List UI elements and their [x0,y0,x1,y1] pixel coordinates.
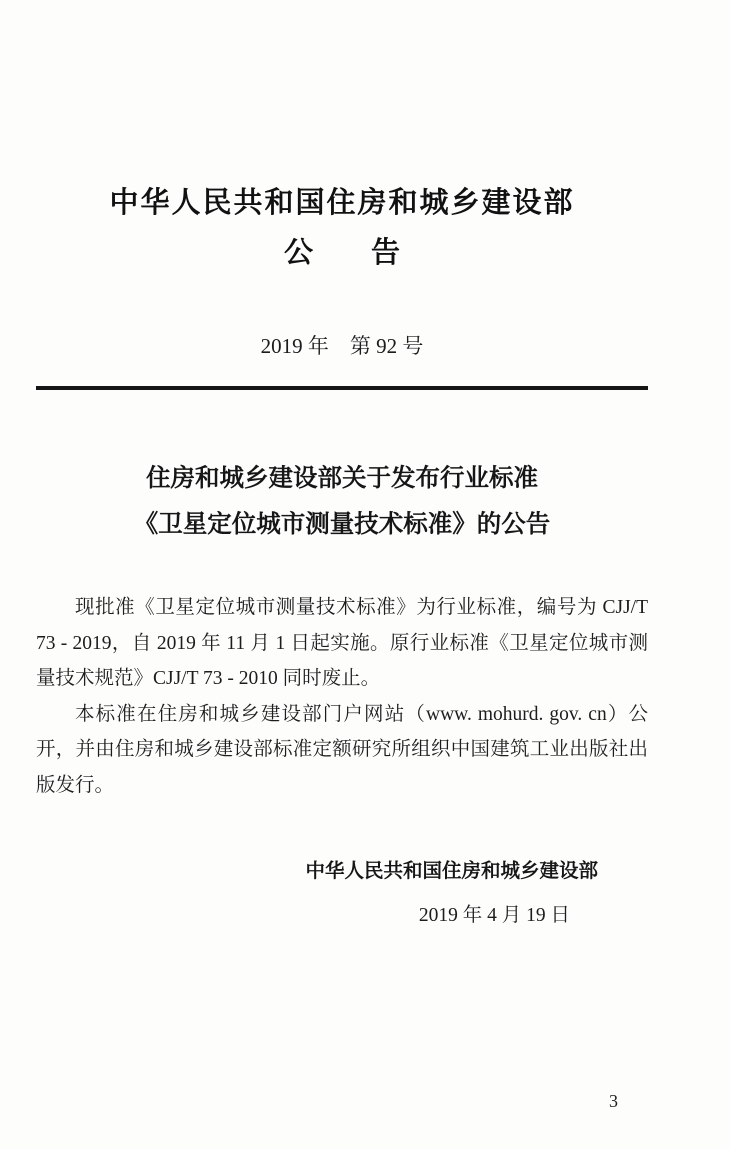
document-content [36,0,648,927]
divider-rule [36,386,648,390]
announcement-word: 公 告 [283,237,400,269]
ministry-title: 中华人民共和国住房和城乡建设部 [109,187,575,219]
document-body [36,590,648,803]
paragraph-1: 现批准《卫星定位城市测量技术标准》为行业标准，编号为 CJJ/T 73 - 2019，自 2019 年 11 月 1 日起实施。原行业标准《卫星定位城市测量技术规范》CJJ/T 73 - 2010 同时废止。 [36,597,648,689]
document-heading-line2: 《卫星定位城市测量技术标准》的公告 [133,511,551,538]
document-heading-line1: 住房和城乡建设部关于发布行业标准 [146,465,538,492]
paragraph-2: 本标准在住房和城乡建设部门户网站（www. mohurd. gov. cn）公开，并由住房和城乡建设部标准定额研究所组织中国建筑工业出版社出版发行。 [36,703,648,796]
issue-number: 2019 年 第 92 号 [260,334,424,358]
page-number: 3 [609,1091,618,1111]
document-heading [36,456,648,548]
signature-date: 2019 年 4 月 19 日 [418,905,570,926]
signature-ministry: 中华人民共和国住房和城乡建设部 [305,860,598,882]
